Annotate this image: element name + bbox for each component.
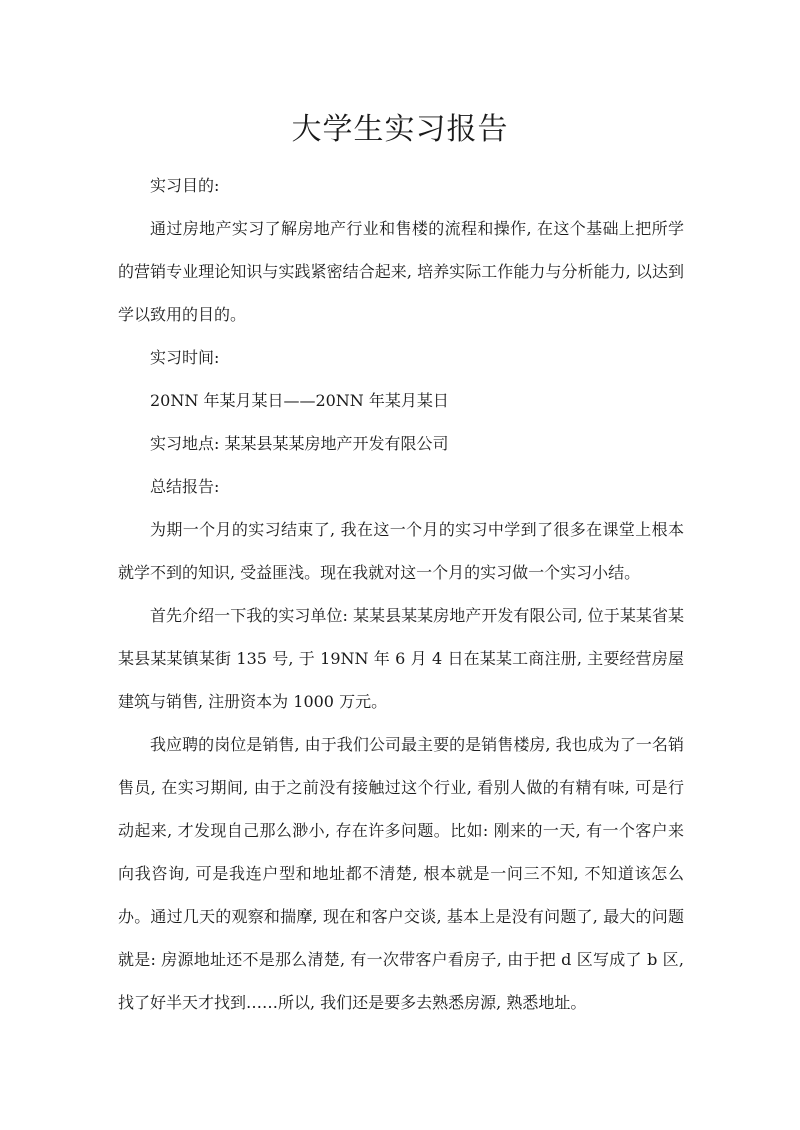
paragraph-company-intro: 首先介绍一下我的实习单位: 某某县某某房地产开发有限公司, 位于某某省某某县某某镇某街 135 号, 于 19NN 年 6 月 4 日在某某工商注册, 主要经营房屋建筑与销售, 注册资本为 1000 万元。 (118, 606, 684, 711)
paragraph-time: 20NN 年某月某日——20NN 年某月某日 (150, 391, 449, 410)
paragraph-job-experience: 我应聘的岗位是销售, 由于我们公司最主要的是销售楼房, 我也成为了一名销售员, 在实习期间, 由于之前没有接触过这个行业, 看别人做的有精有味, 可是行动起来, 才发现自己那么渺小, 存在许多问题。比如: 刚来的一天, 有一个客户来向我咨询, 可是我连户型和地址都不清楚, 根本就是一问三不知, 不知道该怎么办。通过几天的观察和揣摩, 现在和客户交谈, 基本上是没有问题了, 最大的问题就是: 房源地址还不是那么清楚, 有一次带客户看房子, 由于把 d 区写成了 b 区, 找了好半天才找到……所以, 我们还是要多去熟悉房源, 熟悉地址。 (118, 735, 684, 1012)
paragraph-purpose: 通过房地产实习了解房地产行业和售楼的流程和操作, 在这个基础上把所学的营销专业理论知识与实践紧密结合起来, 培养实际工作能力与分析能力, 以达到学以致用的目的。 (118, 219, 684, 324)
section-heading-purpose: 实习目的: (150, 176, 220, 195)
document-body (118, 164, 684, 1024)
paragraph-location: 实习地点: 某某县某某房地产开发有限公司 (150, 434, 449, 453)
section-heading-time: 实习时间: (150, 348, 220, 367)
paragraph-summary-intro: 为期一个月的实习结束了, 我在这一个月的实习中学到了很多在课堂上根本就学不到的知识, 受益匪浅。现在我就对这一个月的实习做一个实习小结。 (118, 520, 684, 582)
section-heading-summary: 总结报告: (150, 477, 220, 496)
document-title: 大学生实习报告 (291, 112, 509, 147)
